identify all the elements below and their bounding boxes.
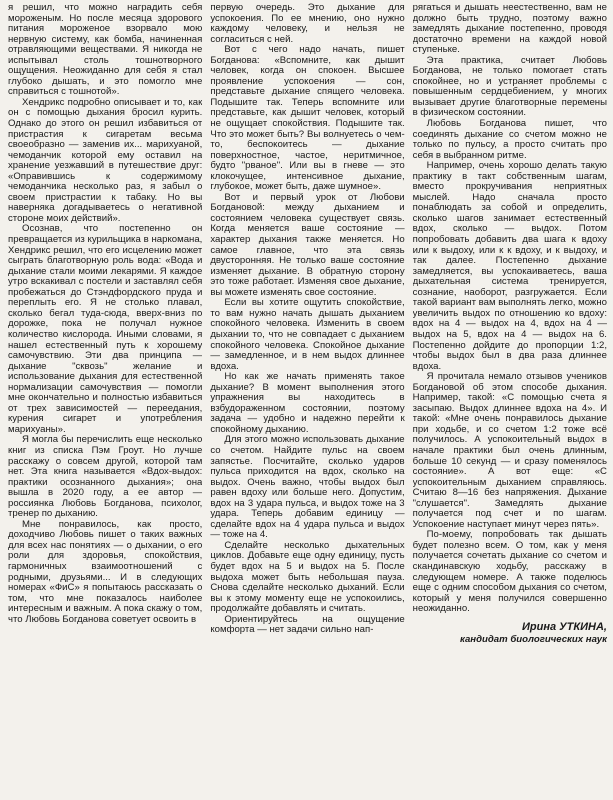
- paragraph: рягаться и дышать неестественно, вам не должно быть трудно, поэтому важно замедлять дыхание постепенно, проводя достаточно времени на каждой новой ступеньке.: [412, 3, 607, 56]
- paragraph: Хендрикс подробно описывает и то, как он с помощью дыхания бросил курить. Однако до этого он решил избавиться от пристрастия к сигаретам весьма своеобразно — заменив их... марихуаной, чемоданчик которой ему оставил на хранение уезжавший в путешествие друг: «Оправившись к содержимому чемоданчика несколько раз, я забыл о своем пристрастии к табаку. Но вы наверняка догадываетесь о негативной стороне моих действий».: [8, 96, 203, 224]
- paragraph: я решил, что можно наградить себя мороженым. Но после месяца здорового питания мороженое взорвало мою нервную систему, как бомба, начиненная отравляющими веществами. Я никогда не испытывал столь тошнотворного ощущения. Неожиданно для себя я стал глубоко дышать, и это помогло мне справиться с тошнотой».: [8, 3, 203, 98]
- paragraph: Для этого можно использовать дыхание со счетом. Найдите пульс на своем запястье. Посчитайте, сколько ударов пульса приходится на вдох, сколько на выдох. Очень важно, чтобы выдох был равен вдоху или больше него. Допустим, вдох на 3 удара пульса, и выдох тоже на 3 удара. Теперь добавим единицу — сделайте вдох на 4 удара пульса и выдох — тоже на 4.: [210, 434, 405, 541]
- paragraph: Вот с чего надо начать, пишет Богданова: «Вспомните, как дышит человек, когда он спокоен. Высшее проявление успокоения — сон, представьте дыхание спящего человека. Подышите так. Теперь вспомните или представьте, как дышит человек, который не ощущает спокойствия. Подышите так. Что это может быть? Вы волнуетесь о чем-то, беспокоитесь — дыхание поверхностное, частое, неритмичное, будто "рваное". Или вы в гневе — это клокочущее, интенсивное дыхание, глубокое, может быть, даже шумное».: [210, 44, 405, 193]
- paragraph: Любовь Богданова пишет, что соединять дыхание со счетом можно не только по пульсу, а просто считать про себя в выбранном ритме.: [412, 118, 607, 161]
- paragraph: Но как же начать применять такое дыхание? В момент выполнения этого упражнения вы находитесь в взбудораженном состоянии, поэтому задача — удобно и надежно перейти к спокойному дыханию.: [210, 371, 405, 435]
- author-signature: [413, 621, 607, 645]
- paragraph: Например, очень хорошо делать такую практику в такт собственным шагам, вместо прокручивания неприятных мыслей. Надо сначала просто понаблюдать за собой и определить, сколько шагов занимает естественный вдох, сколько — выдох. Потом попробовать добавить два шага к вдоху или к выдоху, или к к вдоху, и к выдоху, и так далее. Постепенно дыхание замедляется, вы успокаиваетесь, ваша дыхательная система тренируется, сознание, наоборот, разгружается. Если такой вариант вам выполнять легко, можно увеличить выдох по отношению ко вдоху: вдох на 4 — выдох на 4, вдох на 4 — выдох на 5, вдох на 4 — выдох на 6. Постепенно дойдите до пропорции 1:2, чтобы выдох был в два раза длиннее вдоха.: [412, 160, 607, 372]
- paragraph: Мне понравилось, как просто, доходчиво Любовь пишет о таких важных для всех нас понятиях — о дыхании, о его роли для здоровья, спокойствия, гармоничных взаимоотношений с родными, друзьями... И в следующих номерах «ФиС» я попытаюсь рассказать о том, что мне показалось наиболее интересным и важным. А пока скажу о том, что Любовь Богданова советует освоить в: [8, 518, 203, 625]
- column-3-text: [413, 3, 607, 615]
- column-2: [210, 3, 404, 796]
- paragraph: первую очередь. Это дыхание для успокоения. По ее мнению, оно нужно каждому человеку, и нельзя не согласиться с ней.: [210, 3, 405, 45]
- paragraph: Вот и первый урок от Любови Богдановой: между дыханием и состоянием человека существует связь. Когда меняется ваше состояние — характер дыхания также меняется. Но самое главное, что эта связь двусторонняя. Не только ваше состояние изменяет дыхание. В обратную сторону это тоже работает. Изменяя свое дыхание, вы можете изменять свое состояние.: [210, 191, 405, 298]
- paragraph: Ориентируйтесь на ощущение комфорта — нет задачи сильно нап-: [210, 613, 405, 636]
- paragraph: Если вы хотите ощутить спокойствие, то вам нужно начать дышать дыханием спокойного человека. Изменить в своем дыхании то, что не совпадает с дыханием спокойного человека. Спокойное дыхание — замедленное, и в нем выдох длиннее вдоха.: [210, 297, 405, 372]
- column-3: [413, 3, 607, 796]
- paragraph: Осознав, что постепенно он превращается из курильщика в наркомана, Хендрикс решил, что его исцелению может сыграть благотворную роль вода: «Вода и дыхание стали моими лекарями. Я каждое утро вскакивал с постели и заставлял себя пробежаться до Стэндфордского пруда и переплыть его. Я не столько плавал, сколько бегал туда-сюда, вверх-вниз по дорожке, пока не получал нужное количество кислорода. Иными словами, я нашел естественный путь к хорошему самочувствию. Эти два принципа — дыхание "сквозь" желание и использование дыхания для естественной нормализации самочувствия — помогли мне окончательно и полностью избавиться от трех зависимостей — переедания, курения сигарет и употребления марихуаны».: [8, 223, 203, 435]
- paragraph: Сделайте несколько дыхательных циклов. Добавьте еще одну единицу, пусть будет вдох на 5 и выдох на 5. После выдоха может быть небольшая пауза. Снова сделайте несколько дыханий. Если вы к этому моменту еще не успокоились, продолжайте добавлять и считать.: [210, 539, 405, 615]
- paragraph: Я могла бы перечислить еще несколько книг из списка Пэм Гроут. Но лучше расскажу о совсем другой, которой там нет. Эта книга называется «Вдох-выдох: практики осознанного дыхания»; она вышла в 2020 году, а ее автор — россиянка Любовь Богданова, психолог, тренер по дыханию.: [8, 434, 203, 520]
- paragraph: Я прочитала немало отзывов учеников Богдановой об этом способе дыхания. Например, такой: «С помощью счета я засыпаю. Выдох длиннее вдоха на 4». И такой: «Мне очень понравилось дыхание при ходьбе, и со счетом 1:2 тоже всё получилось. А успокоительный выдох в начале практики был очень длинным, больше 10 секунд — и сразу поменялось состояние». А вот еще: «С успокоительным дыханием справляюсь. Считаю 8—16 без напряжения. Дыхание "слушается". Замедлять дыхание получается под счет и по шагам. Успокоение наступает минут через пять».: [412, 371, 607, 530]
- column-1: [8, 3, 202, 796]
- author-title: кандидат биологических наук: [459, 633, 607, 645]
- author-name: Ирина УТКИНА,: [522, 620, 607, 633]
- paragraph: По-моему, попробовать так дышать будет полезно всем. О том, как у меня получается сочетать дыхание со счетом и скандинавскую ходьбу, расскажу в следующем номере. А также поделюсь еще с одним способом дыхания со счетом, который у меня получился совершенно неожиданно.: [412, 529, 607, 615]
- paragraph: Эта практика, считает Любовь Богданова, не только помогает стать спокойнее, но и устраняет проблемы с повышенным сердцебиением, у многих вызывает другие благотворные перемены в физическом состоянии.: [412, 54, 607, 119]
